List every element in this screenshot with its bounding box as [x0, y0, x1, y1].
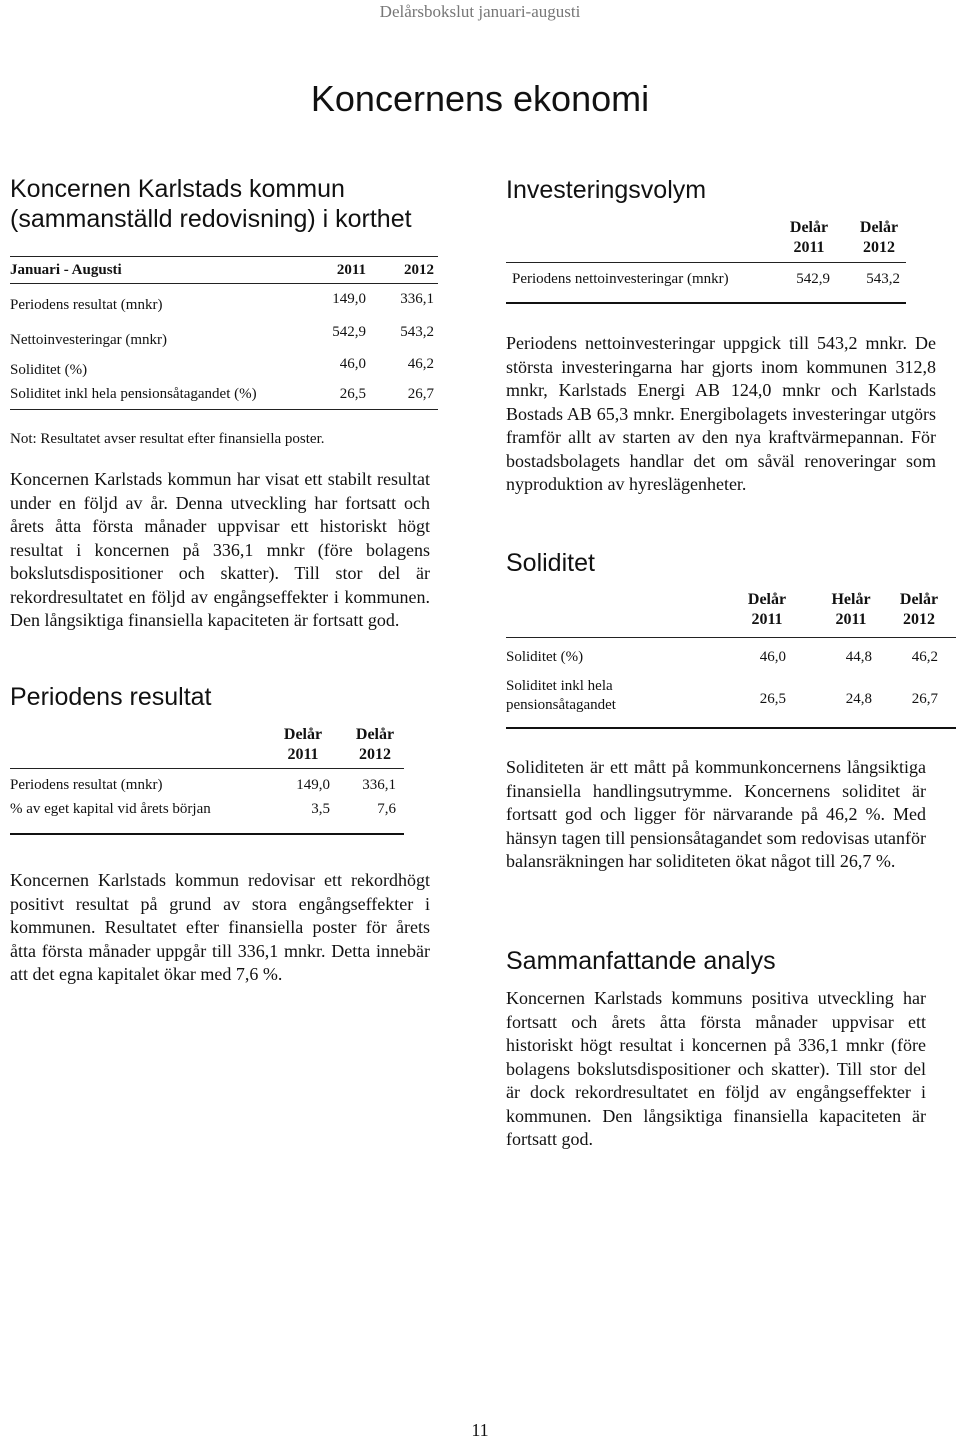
- kort-note: Not: Resultatet avser resultat efter finansiella poster.: [10, 431, 325, 447]
- kort-row-value: 149,0: [332, 291, 366, 307]
- invest-row-label: Periodens nettoinvesteringar (mnkr): [512, 271, 729, 287]
- label-line: Soliditet inkl hela: [506, 678, 613, 694]
- col-line: Delår: [859, 219, 899, 236]
- soliditet-row-value: 26,7: [911, 691, 938, 707]
- col-line: 2012: [903, 611, 935, 628]
- col-line: Delår: [747, 591, 787, 608]
- kort-head-2012: 2012: [404, 262, 434, 278]
- col-line: 2012: [863, 239, 895, 256]
- kort-row-label: Periodens resultat (mnkr): [10, 297, 163, 313]
- col-line: Delår: [899, 591, 939, 608]
- kort-heading: Koncernen Karlstads kommun (sammanställd redovisning) i korthet: [10, 175, 412, 233]
- resultat-row-value: 149,0: [296, 777, 330, 793]
- resultat-row-label: Periodens resultat (mnkr): [10, 777, 163, 793]
- soliditet-col-delar-2011-header: [734, 590, 800, 630]
- resultat-row-value: 3,5: [311, 801, 330, 817]
- soliditet-row-label: Soliditet (%): [506, 649, 584, 665]
- soliditet-row-value: 46,0: [759, 649, 786, 665]
- kort-head-label: Januari - Augusti: [10, 262, 122, 278]
- soliditet-col-delar-2012-header: [886, 590, 952, 630]
- col-line: Helår: [831, 591, 871, 608]
- kort-row-value: 26,7: [407, 386, 434, 402]
- col-line: 2012: [359, 746, 391, 763]
- page-title: Koncernens ekonomi: [310, 78, 650, 119]
- kort-table-bottom-rule: [10, 409, 438, 410]
- kort-row-value: 543,2: [400, 324, 434, 340]
- col-line: Delår: [283, 726, 323, 743]
- resultat-row-value: 336,1: [362, 777, 396, 793]
- soliditet-paragraph: Soliditeten är ett mått på kommunkoncernens långsiktiga finansiella handlingsutrymme. Koncernens soliditet är fortsatt god och ligger för närvarande på 46,2 %. Med hänsyn tagen till pensionsåtagandet som redovisas utanför balansräkningen har soliditeten ökat något till 26,7 %.: [506, 757, 926, 871]
- invest-col-2011-header: [776, 218, 842, 258]
- col-line: 2011: [835, 611, 867, 628]
- soliditet-row-value: 46,2: [911, 649, 938, 665]
- kort-row-value: 26,5: [339, 386, 366, 402]
- invest-heading: Investeringsvolym: [506, 176, 707, 204]
- running-header: Delårsbokslut januari-augusti: [379, 2, 581, 21]
- resultat-col-2012-header: [342, 725, 408, 765]
- kort-row-label: Nettoinvesteringar (mnkr): [10, 332, 168, 348]
- kort-row-value: 336,1: [400, 291, 434, 307]
- resultat-row-value: 7,6: [377, 801, 396, 817]
- col-line: 2011: [751, 611, 783, 628]
- resultat-row-label: % av eget kapital vid årets början: [10, 801, 211, 817]
- invest-paragraph: Periodens nettoinvesteringar uppgick till 543,2 mnkr. De största investeringarna har gjorts inom kommunen 312,8 mnkr, Karlstads Energi AB 124,0 mnkr och Karlstads Bostads AB 65,3 mnkr. Energibolagets investeringar utgörs framför allt av starten av den nya kraftvärmepannan. För bostadsbolagets handlar det om såväl renoveringar som nyproduktion av hyreslägenheter.: [506, 333, 936, 494]
- soliditet-row-value: 44,8: [845, 649, 872, 665]
- kort-head-2011: 2011: [336, 262, 366, 278]
- invest-bottom-rule: [506, 302, 906, 304]
- soliditet-bottom-rule: [506, 727, 956, 729]
- resultat-heading: Periodens resultat: [10, 683, 212, 711]
- soliditet-heading: Soliditet: [506, 549, 595, 577]
- invest-head-rule: [506, 262, 906, 263]
- col-line: Delår: [789, 219, 829, 236]
- kort-paragraph: Koncernen Karlstads kommun har visat ett stabilt resultat under en följd av år. Denna utveckling har fortsatt och årets åtta första månader uppvisar ett historiskt högt resultat i koncernen på 336,1 mnkr (före bolagens bokslutsdispositioner och skatter). Till stor del är rekordresultatet en följd av engångseffekter i kommunen. Den långsiktiga finansiella kapaciteten är fortsatt god.: [10, 469, 430, 630]
- kort-row-value: 46,0: [339, 356, 366, 372]
- col-line: 2011: [287, 746, 319, 763]
- kort-row-value: 542,9: [332, 324, 366, 340]
- invest-row-value: 542,9: [796, 271, 830, 287]
- soliditet-col-helar-2011-header: [818, 590, 884, 630]
- kort-row-label: Soliditet inkl hela pensionsåtagandet (%): [10, 386, 257, 402]
- soliditet-row-value: 24,8: [845, 691, 872, 707]
- analys-heading: Sammanfattande analys: [506, 947, 776, 975]
- kort-head-rule: [10, 283, 438, 284]
- soliditet-head-rule: [506, 637, 956, 638]
- analys-paragraph: Koncernen Karlstads kommuns positiva utveckling har fortsatt och årets åtta första månader uppvisar ett historiskt högt resultat i koncernen på 336,1 mnkr (före bolagens bokslutsdispositioner och skatter). Till stor del är dock rekordresultatet en följd av engångseffekter i kommunen. Den långsiktiga finansiella kapaciteten är fortsatt god.: [506, 988, 926, 1149]
- invest-row-value: 543,2: [866, 271, 900, 287]
- soliditet-row-label: [506, 677, 616, 715]
- resultat-paragraph: Koncernen Karlstads kommun redovisar ett rekordhögt positivt resultat på grund av stora engångseffekter i kommunen. Resultatet efter finansiella poster för årets åtta första månader uppgår till 336,1 mnkr. Detta innebär att det egna kapitalet ökar med 7,6 %.: [10, 870, 430, 984]
- soliditet-row-value: 26,5: [759, 691, 786, 707]
- resultat-col-2011-header: [270, 725, 336, 765]
- page-number: 11: [471, 1420, 489, 1440]
- kort-row-value: 46,2: [407, 356, 434, 372]
- col-line: 2011: [793, 239, 825, 256]
- invest-col-2012-header: [846, 218, 912, 258]
- col-line: Delår: [355, 726, 395, 743]
- resultat-head-rule: [10, 768, 404, 769]
- label-line: pensionsåtagandet: [506, 697, 616, 713]
- kort-row-label: Soliditet (%): [10, 362, 88, 378]
- resultat-bottom-rule: [10, 833, 404, 835]
- kort-table-top-rule: [10, 256, 438, 257]
